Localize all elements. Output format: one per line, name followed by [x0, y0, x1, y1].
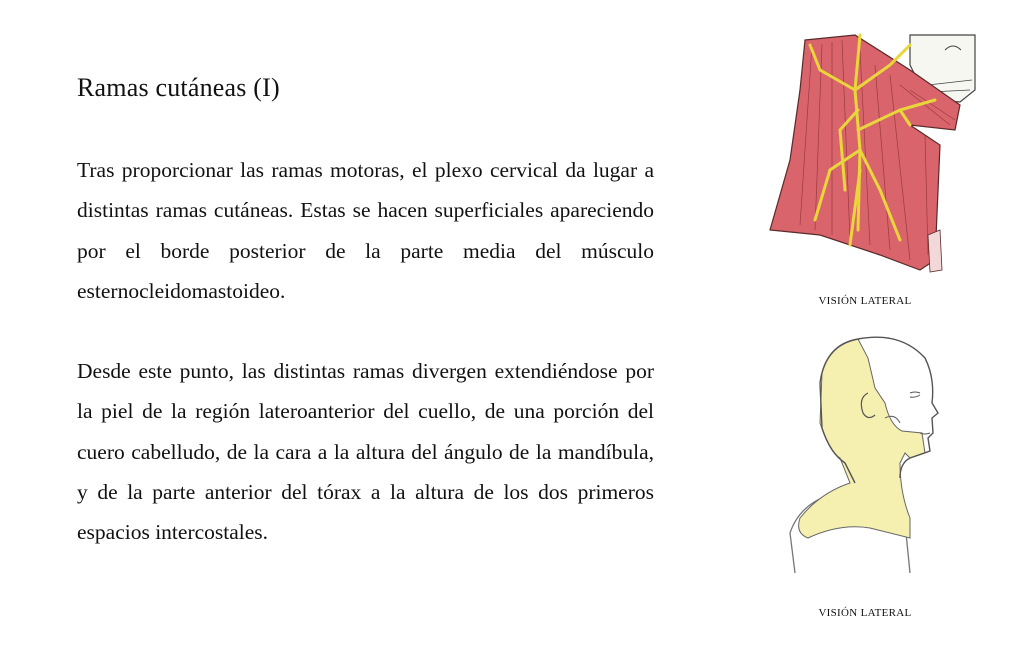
content-column	[77, 70, 654, 553]
page-title: Ramas cutáneas (I)	[77, 73, 280, 102]
figure-2-caption: VISIÓN LATERAL	[818, 607, 912, 619]
paragraph-2: Desde este punto, las distintas ramas divergen extendiéndose por la piel de la región lateroanterior del cuello, de una porción del cuero cabelludo, de la cara a la altura del ángulo de la mandíbula, y de la parte anterior del tórax a la altura de los dos primeros espacios intercostales.	[77, 359, 654, 545]
neck-muscles-nerves-illustration	[760, 30, 980, 275]
paragraph-1: Tras proporcionar las ramas motoras, el plexo cervical da lugar a distintas ramas cutáneas. Estas se hacen superficiales apareciendo por el borde posterior de la parte media del músculo esternocleidomastoideo.	[77, 158, 654, 303]
head-cutaneous-territory-illustration	[760, 333, 980, 578]
figure-1-caption: VISIÓN LATERAL	[818, 295, 912, 307]
